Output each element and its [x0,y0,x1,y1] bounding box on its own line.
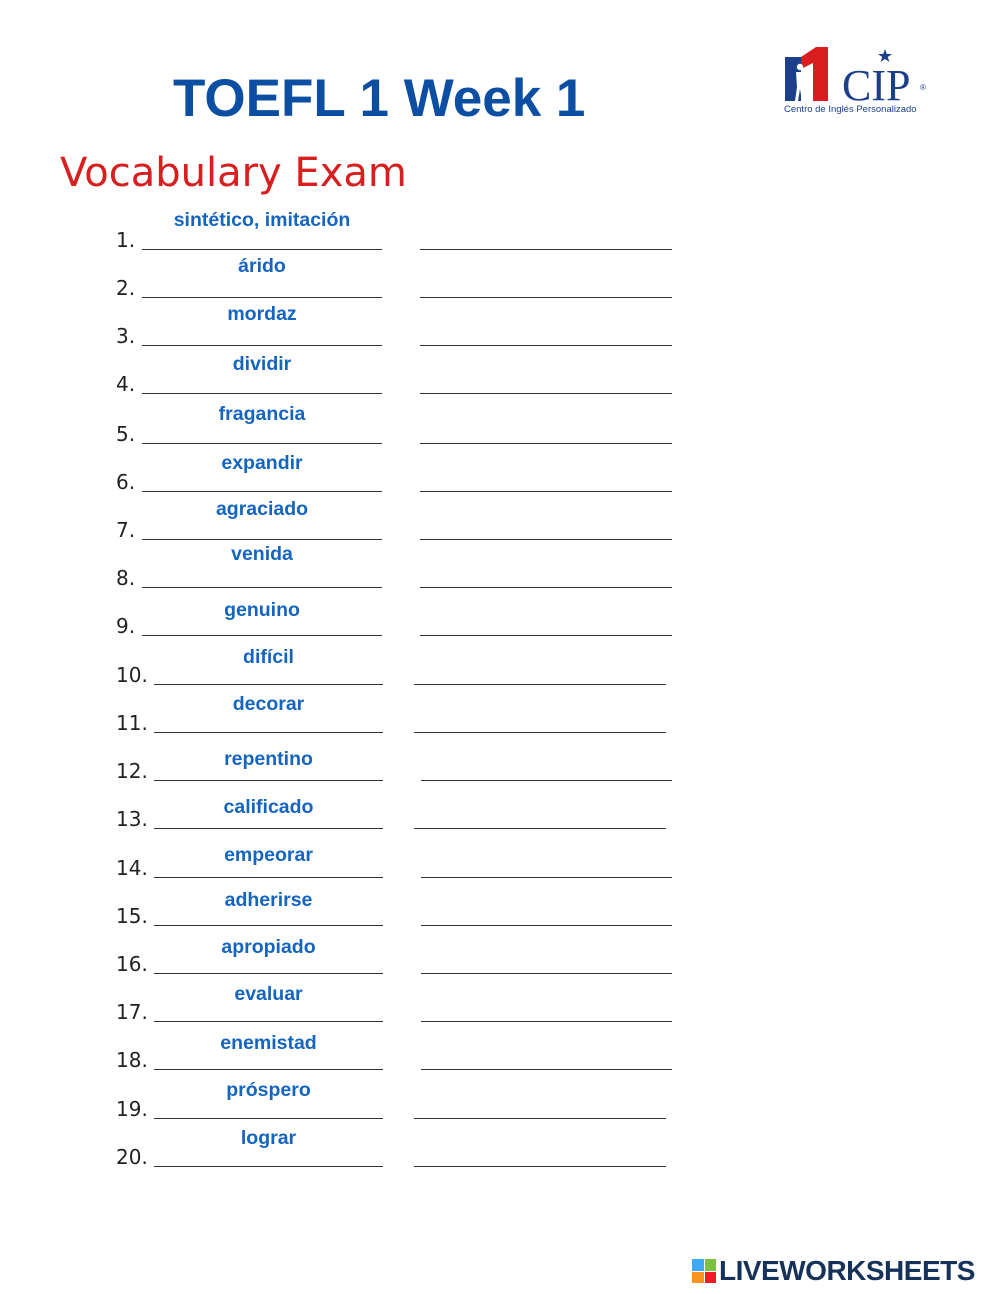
answer-blank-line[interactable] [142,393,382,394]
logo-caption: Centro de Inglés Personalizado [784,104,917,115]
item-number: 12. [116,759,148,783]
item-number: 5. [116,422,136,446]
item-number: 9. [116,614,136,638]
answer-text[interactable]: enemistad [220,1032,317,1054]
answer-text[interactable]: decorar [232,693,305,715]
liveworksheets-icon [692,1259,716,1283]
second-blank-line[interactable] [420,635,672,636]
item-number: 1. [116,228,136,252]
answer-blank-line[interactable] [154,1166,383,1167]
page-subtitle: Vocabulary Exam [60,150,407,196]
answer-text[interactable]: genuino [224,599,300,621]
item-number: 15. [116,904,148,928]
answer-text[interactable]: agraciado [215,498,309,520]
item-number: 10. [116,663,148,687]
answer-text[interactable]: venida [231,543,293,565]
answer-text[interactable]: calificado [223,796,314,818]
second-blank-line[interactable] [420,393,672,394]
answer-text[interactable]: árido [238,255,286,277]
second-blank-line[interactable] [414,828,666,829]
answer-blank-line[interactable] [142,635,382,636]
svg-text:®: ® [920,83,926,92]
footer-brand: LIVEWORKSHEETS [719,1255,975,1286]
item-number: 8. [116,566,136,590]
second-blank-line[interactable] [421,1069,672,1070]
item-number: 11. [116,711,148,735]
page-title: TOEFL 1 Week 1 [173,69,586,128]
item-number: 13. [116,807,148,831]
answer-text[interactable]: fragancia [218,403,306,425]
item-number: 14. [116,856,148,880]
answer-text[interactable]: sintético, imitación [173,209,351,231]
second-blank-line[interactable] [414,1166,666,1167]
answer-text[interactable]: evaluar [234,983,303,1005]
answer-text[interactable]: apropiado [221,936,316,958]
answer-blank-line[interactable] [154,1069,383,1070]
liveworksheets-footer [692,1256,975,1286]
answer-text[interactable]: expandir [221,452,303,474]
answer-text[interactable]: próspero [226,1079,311,1101]
item-number: 7. [116,518,136,542]
item-number: 4. [116,372,136,396]
answer-blank-line[interactable] [154,828,383,829]
item-number: 3. [116,324,136,348]
item-number: 2. [116,276,136,300]
answer-text[interactable]: lograr [240,1127,297,1149]
answer-text[interactable]: adherirse [224,889,313,911]
item-number: 19. [116,1097,148,1121]
item-number: 18. [116,1048,148,1072]
answer-text[interactable]: difícil [243,646,294,668]
cip-logo-text: CIP [842,61,911,110]
answer-text[interactable]: mordaz [227,303,297,325]
item-number: 17. [116,1000,148,1024]
item-number: 6. [116,470,136,494]
item-number: 16. [116,952,148,976]
answer-text[interactable]: empeorar [224,844,313,866]
answer-text[interactable]: repentino [224,748,313,770]
answer-text[interactable]: dividir [232,353,292,375]
item-number: 20. [116,1145,148,1169]
